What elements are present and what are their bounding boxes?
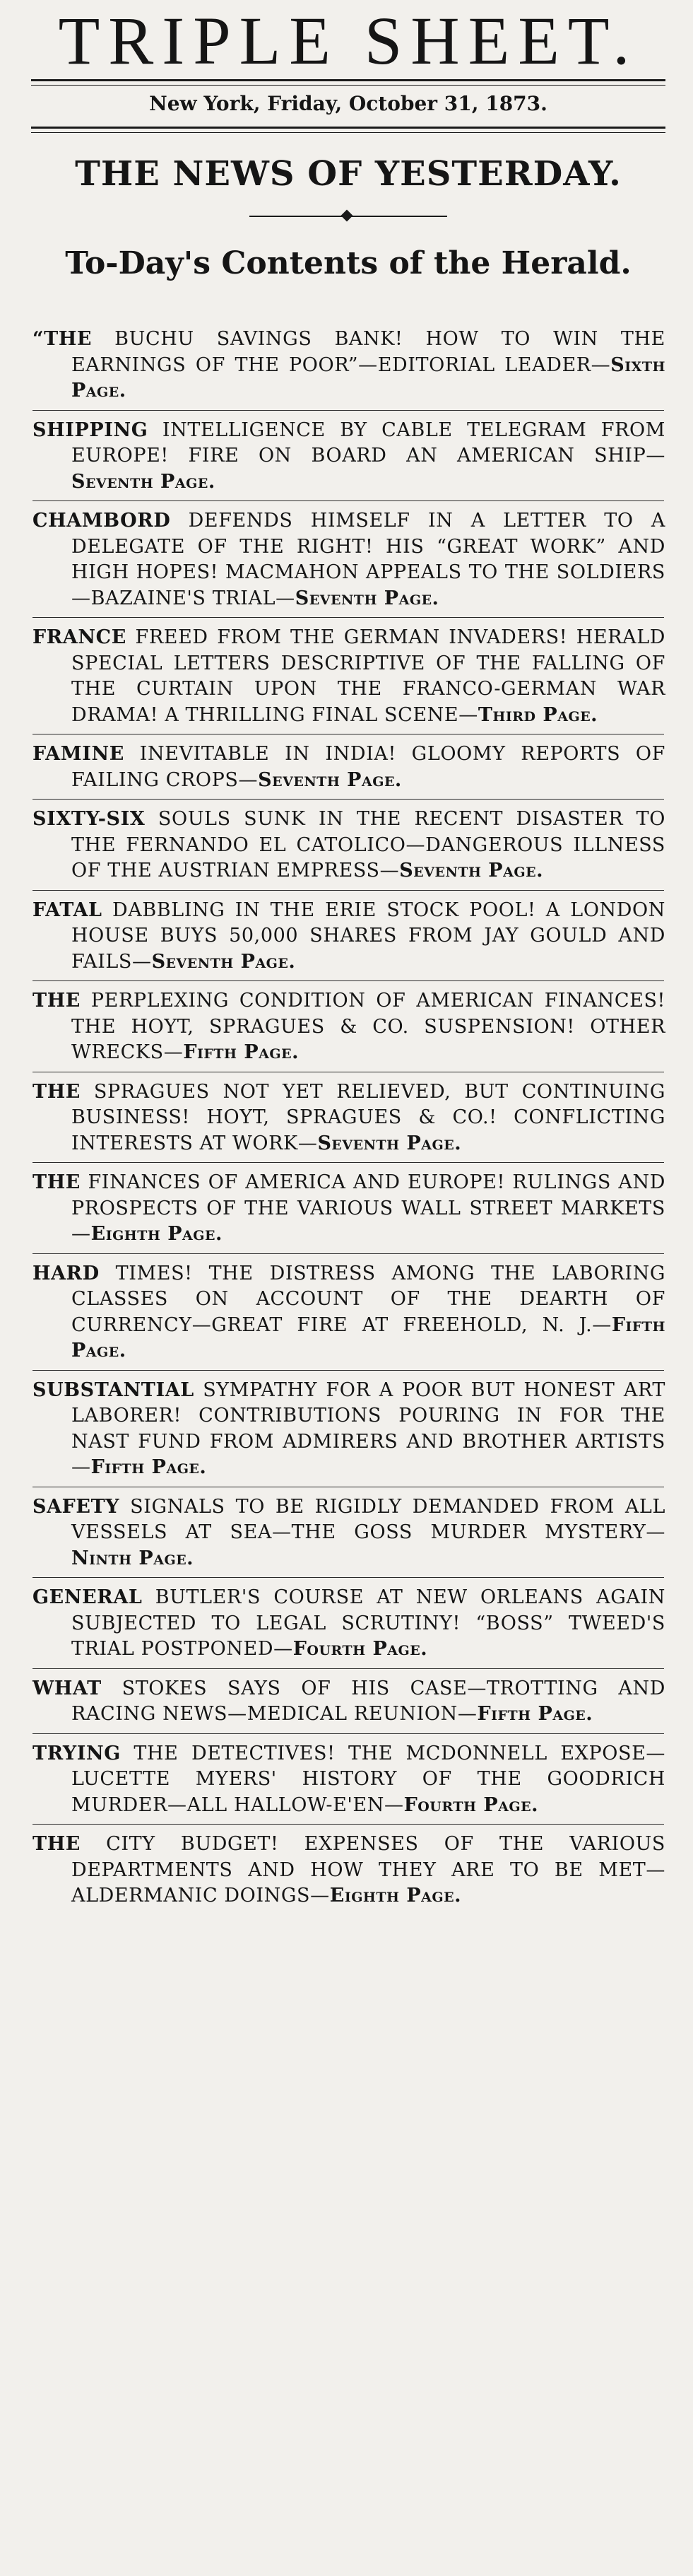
item-divider — [32, 617, 664, 618]
item-page-reference: Seventh Page. — [258, 768, 402, 791]
item-text: DEFENDS HIMSELF IN A LETTER TO A DELEGATE OF THE RIGHT! HIS “GREAT WORK” AND HIGH HOPES! MACMAHON APPEALS TO THE SOLDIERS—BAZAINE'S TRIAL— — [71, 510, 665, 609]
item-text: INEVITABLE IN INDIA! GLOOMY REPORTS OF FAILING CROPS— — [71, 743, 665, 791]
item-page-reference: Sixth Page. — [71, 353, 665, 402]
item-lead-word: “THE — [32, 328, 93, 350]
item-divider — [32, 1824, 664, 1825]
item-lead-word: HARD — [32, 1262, 100, 1284]
item-page-reference: Third Page. — [478, 703, 598, 726]
item-text: SPRAGUES NOT YET RELIEVED, BUT CONTINUING BUSINESS! HOYT, SPRAGUES & CO.! CONFLICTING INTERESTS AT WORK— — [71, 1080, 665, 1154]
item-text: BUCHU SAVINGS BANK! HOW TO WIN THE EARNINGS OF THE POOR”—EDITORIAL LEADER— — [71, 328, 665, 376]
item-divider — [32, 1162, 664, 1163]
contents-item — [32, 418, 670, 496]
dateline: New York, Friday, October 31, 1873. — [149, 92, 547, 115]
item-lead-word: GENERAL — [32, 1586, 143, 1608]
item-text: SOULS SUNK IN THE RECENT DISASTER TO THE FERNANDO EL CATOLICO—DANGEROUS ILLNESS OF THE AUSTRIAN EMPRESS— — [71, 808, 665, 882]
ornament-divider — [27, 202, 670, 230]
dateline-rule — [31, 127, 665, 133]
item-divider — [32, 1733, 664, 1734]
item-page-reference: Fourth Page. — [292, 1638, 428, 1660]
item-divider — [32, 410, 664, 411]
item-page-reference: Ninth Page. — [71, 1547, 194, 1569]
contents-item — [32, 1676, 670, 1728]
contents-item — [32, 1585, 670, 1663]
item-divider — [32, 890, 664, 891]
contents-item — [32, 1170, 670, 1248]
item-text: DABBLING IN THE ERIE STOCK POOL! A LONDON HOUSE BUYS 50,000 SHARES FROM JAY GOULD AND FAILS— — [71, 898, 665, 973]
item-lead-word: SAFETY — [32, 1495, 120, 1518]
item-page-reference: Seventh Page. — [295, 587, 439, 609]
item-lead-word: CHAMBORD — [32, 510, 171, 532]
item-lead-word: FATAL — [32, 898, 102, 921]
contents-item — [32, 1494, 670, 1572]
item-lead-word: THE — [32, 1080, 81, 1103]
item-divider — [32, 1668, 664, 1669]
contents-item — [32, 1079, 670, 1157]
item-text: THE DETECTIVES! THE MCDONNELL EXPOSE—LUCETTE MYERS' HISTORY OF THE GOODRICH MURDER—ALL HALLOW-E'EN— — [71, 1742, 665, 1816]
item-text: SIGNALS TO BE RIGIDLY DEMANDED FROM ALL VESSELS AT SEA—THE GOSS MURDER MYSTERY— — [71, 1495, 665, 1543]
item-lead-word: SUBSTANTIAL — [32, 1378, 194, 1401]
item-text: FINANCES OF AMERICA AND EUROPE! RULINGS AND PROSPECTS OF THE VARIOUS WALL STREET MARKETS— — [71, 1171, 665, 1245]
item-text: CITY BUDGET! EXPENSES OF THE VARIOUS DEPARTMENTS AND HOW THEY ARE TO BE MET—ALDERMANIC DOINGS— — [71, 1833, 665, 1907]
contents-item — [32, 988, 670, 1066]
item-lead-word: FRANCE — [32, 626, 126, 648]
item-page-reference: Fifth Page. — [183, 1041, 300, 1063]
item-lead-word: WHAT — [32, 1677, 102, 1699]
contents-item — [32, 1261, 670, 1364]
item-page-reference: Seventh Page. — [317, 1132, 462, 1154]
contents-item — [32, 742, 670, 793]
contents-item — [32, 807, 670, 884]
item-text: TIMES! THE DISTRESS AMONG THE LABORING CLASSES ON ACCOUNT OF THE DEARTH OF CURRENCY—GREAT FIRE AT FREEHOLD, N. J.— — [71, 1262, 665, 1336]
item-page-reference: Seventh Page. — [399, 860, 543, 882]
item-lead-word: SIXTY-SIX — [32, 808, 146, 830]
item-page-reference: Fifth Page. — [90, 1456, 207, 1478]
item-page-reference: Eighth Page. — [90, 1223, 223, 1245]
item-lead-word: THE — [32, 1833, 81, 1855]
item-page-reference: Fifth Page. — [71, 1313, 665, 1362]
contents-list — [27, 327, 670, 1909]
item-text: PERPLEXING CONDITION OF AMERICAN FINANCES! THE HOYT, SPRAGUES & CO. SUSPENSION! OTHER WRECKS— — [71, 990, 665, 1063]
item-page-reference: Eighth Page. — [329, 1885, 462, 1907]
contents-item — [32, 625, 670, 728]
item-divider — [32, 980, 664, 981]
masthead: TRIPLE SHEET. — [58, 3, 639, 78]
item-divider — [32, 1577, 664, 1578]
item-lead-word: FAMINE — [32, 743, 124, 765]
item-lead-word: TRYING — [32, 1742, 121, 1764]
contents-item — [32, 508, 670, 611]
contents-item — [32, 1378, 670, 1481]
item-text: SYMPATHY FOR A POOR BUT HONEST ART LABORER! CONTRIBUTIONS POURING IN FOR THE NAST FUND FROM ADMIRERS AND BROTHER ARTISTS— — [71, 1378, 665, 1478]
contents-item — [32, 898, 670, 976]
item-divider — [32, 1370, 664, 1371]
item-page-reference: Seventh Page. — [71, 470, 215, 493]
headline: THE NEWS OF YESTERDAY. — [75, 154, 622, 194]
item-page-reference: Fifth Page. — [477, 1703, 593, 1725]
masthead-rule — [31, 79, 665, 86]
item-divider — [32, 1253, 664, 1254]
contents-subhead: To-Day's Contents of the Herald. — [65, 245, 632, 281]
contents-item — [32, 1741, 670, 1819]
item-lead-word: THE — [32, 990, 81, 1012]
item-text: BUTLER'S COURSE AT NEW ORLEANS AGAIN SUBJECTED TO LEGAL SCRUTINY! “BOSS” TWEED'S TRIAL POSTPONED— — [71, 1586, 665, 1660]
item-divider — [32, 500, 664, 501]
item-page-reference: Fourth Page. — [403, 1793, 538, 1816]
ornament-diamond-icon — [341, 210, 353, 222]
item-text: INTELLIGENCE BY CABLE TELEGRAM FROM EUROPE! FIRE ON BOARD AN AMERICAN SHIP— — [71, 418, 665, 467]
contents-item — [32, 327, 670, 404]
item-text: STOKES SAYS OF HIS CASE—TROTTING AND RACING NEWS—MEDICAL REUNION— — [71, 1677, 665, 1725]
item-lead-word: SHIPPING — [32, 418, 148, 441]
contents-item — [32, 1832, 670, 1909]
newspaper-page — [27, 0, 670, 2576]
item-text: FREED FROM THE GERMAN INVADERS! HERALD SPECIAL LETTERS DESCRIPTIVE OF THE FALLING OF THE CURTAIN UPON THE FRANCO-GERMAN WAR DRAMA! A THRILLING FINAL SCENE— — [71, 626, 665, 726]
item-page-reference: Seventh Page. — [151, 950, 296, 973]
item-lead-word: THE — [32, 1171, 81, 1193]
item-divider — [32, 799, 664, 800]
